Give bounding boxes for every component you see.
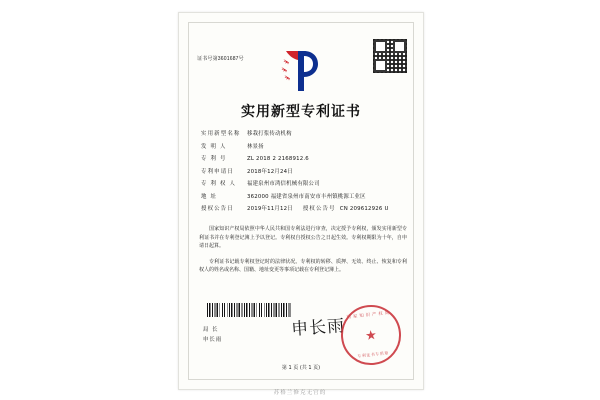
signature-labels bbox=[203, 325, 222, 345]
seal-bottom-text: 专利证书专用章 bbox=[357, 350, 389, 359]
field-row bbox=[201, 192, 407, 200]
seal-top-text: 国家知识产权局 bbox=[346, 310, 392, 321]
field-value: 2018年12月24日 bbox=[247, 168, 293, 175]
page-title: 实用新型专利证书 bbox=[241, 104, 361, 120]
grant-date-label: 授权公告日 bbox=[201, 206, 234, 212]
field-label: 专利申请日 bbox=[201, 168, 234, 175]
legal-paragraph-2: 专利证书记载专利权登记时的法律状况。专利权的转移、质押、无效、终止、恢复和专利权人的姓名或名称、国籍、地址变更等事项记载在专利登记簿上。 bbox=[199, 258, 407, 273]
image-caption: 苏格兰修克无官的 bbox=[273, 390, 327, 396]
field-value: 移栽打浆传动机构 bbox=[247, 131, 292, 137]
official-seal bbox=[338, 302, 404, 368]
grant-number-value: CN 209612926 U bbox=[339, 206, 389, 212]
field-row bbox=[201, 179, 407, 187]
field-label: 专 利 权 人 bbox=[201, 181, 237, 187]
field-label: 实用新型名称 bbox=[201, 131, 241, 137]
grant-number-label: 授权公告号 bbox=[302, 206, 336, 212]
field-row bbox=[201, 167, 407, 175]
field-row bbox=[201, 154, 407, 162]
field-row bbox=[201, 142, 407, 150]
field-label: 地 址 bbox=[201, 193, 218, 200]
cnipa-emblem-icon bbox=[179, 43, 423, 99]
legal-text bbox=[199, 225, 407, 282]
director-name: 申长雨 bbox=[203, 337, 223, 343]
field-value: 福建泉州市鸿信机械有限公司 bbox=[247, 181, 320, 187]
certificate-number: 证书号第3601687号 bbox=[197, 56, 244, 62]
certificate-fields bbox=[201, 129, 407, 217]
patent-certificate bbox=[178, 12, 424, 390]
legal-paragraph-1: 国家知识产权局依照中华人民共和国专利法进行审查，决定授予专利权，颁发实用新型专利证书并在专利登记簿上予以登记。专利权自授权公告之日起生效。专利权期限为十年，自申请日起算。 bbox=[199, 226, 407, 249]
field-value: 林景扬 bbox=[247, 143, 264, 150]
seal-star-icon: ★ bbox=[364, 326, 378, 344]
field-value: ZL 2018 2 2168912.6 bbox=[247, 156, 309, 162]
handwritten-signature: 申长雨 bbox=[290, 316, 346, 340]
field-label: 发 明 人 bbox=[201, 143, 227, 150]
field-label: 专 利 号 bbox=[201, 156, 227, 162]
barcode-icon bbox=[207, 303, 291, 317]
grant-date-value: 2019年11月12日 bbox=[247, 206, 293, 212]
field-row bbox=[201, 129, 407, 137]
field-value: 362000 福建省泉州市南安市丰州镇桃源工业区 bbox=[247, 193, 366, 200]
director-label: 局 长 bbox=[203, 327, 219, 333]
document-page-footer: 第 1 页 (共 1 页) bbox=[281, 365, 321, 371]
grant-row bbox=[201, 204, 407, 212]
